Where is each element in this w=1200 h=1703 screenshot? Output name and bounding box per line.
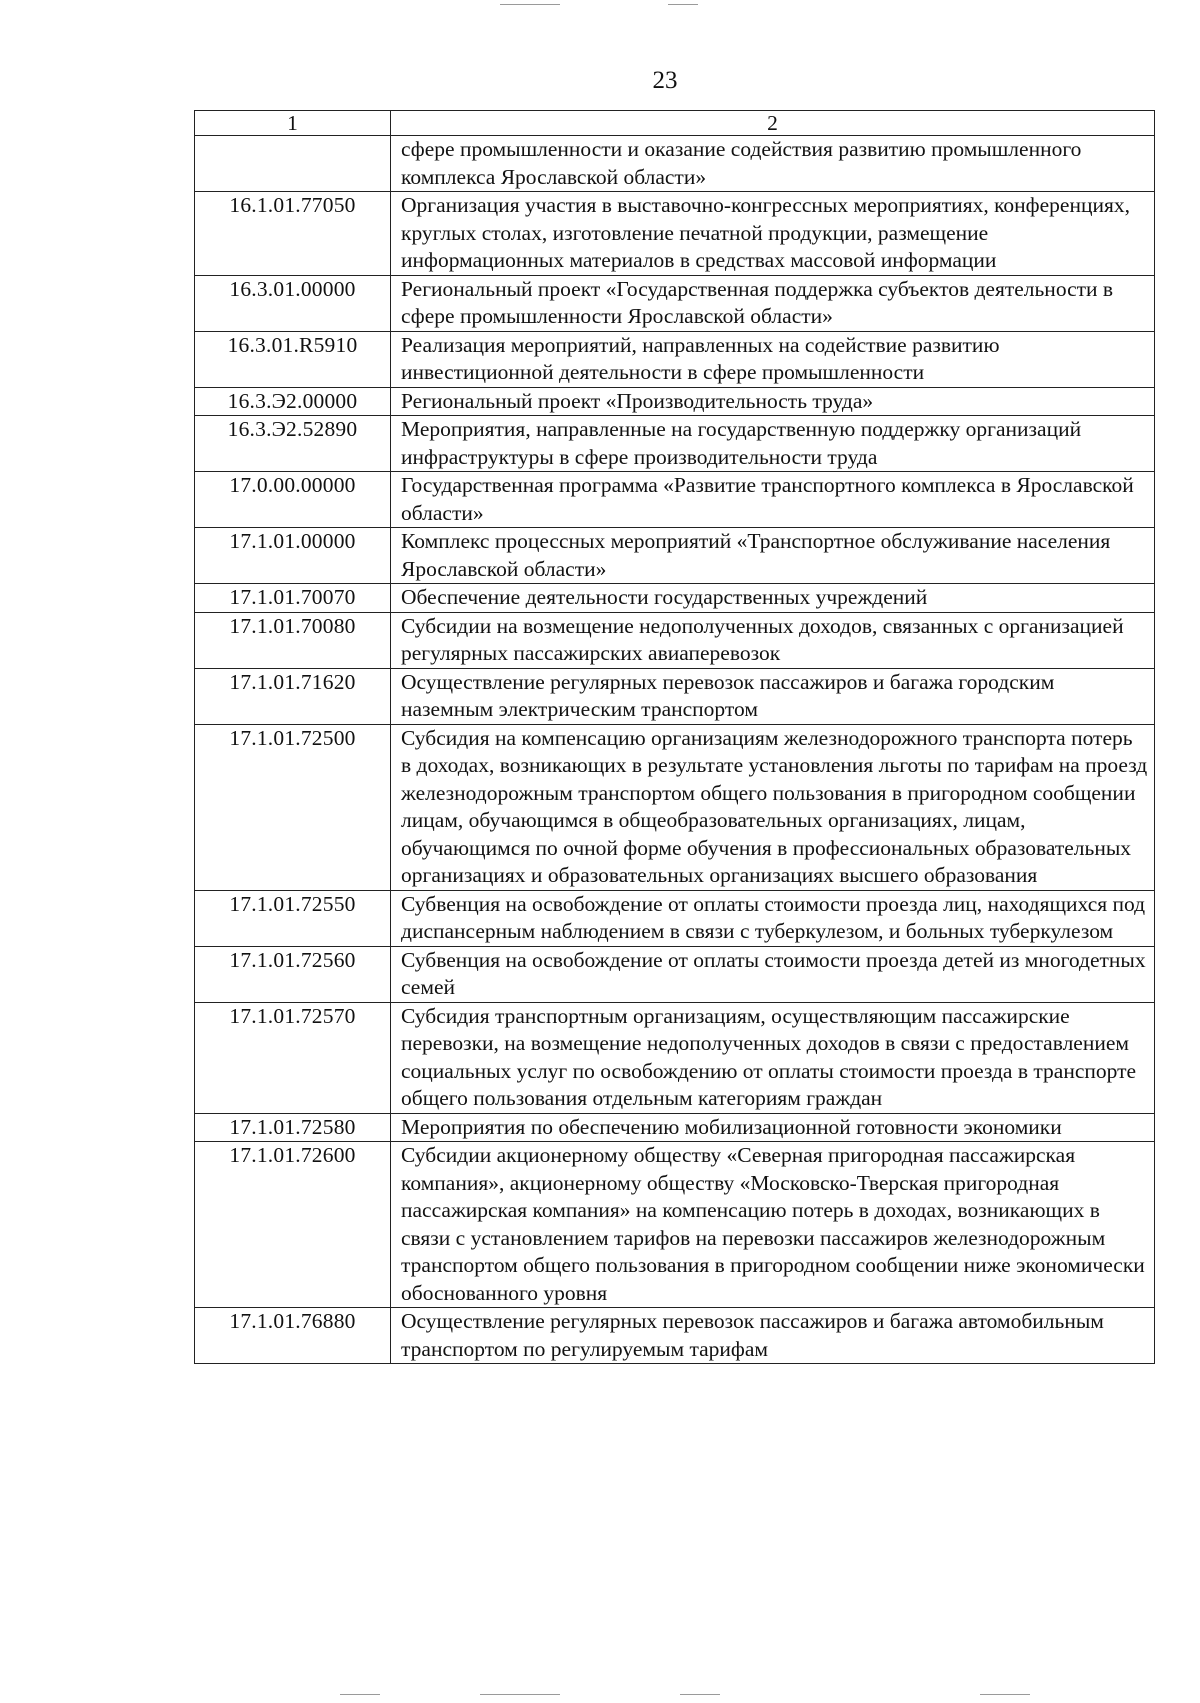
- scan-artifact: [340, 1694, 380, 1695]
- row-description-cell: Региональный проект «Производительность труда»: [391, 387, 1155, 416]
- table-row: [195, 1308, 1155, 1364]
- row-description-cell: Субсидия на компенсацию организациям железнодорожного транспорта потерь в доходах, возникающих в результате установления льготы по тарифам на проезд железнодорожным транспортом общего пользования в пригородном сообщении лицам, обучающимся в общеобразовательных организациях, лицам, обучающимся по очной форме обучения в профессиональных образовательных организациях и образовательных организациях высшего образования: [391, 724, 1155, 890]
- row-description-cell: Комплекс процессных мероприятий «Транспортное обслуживание населения Ярославской области»: [391, 528, 1155, 584]
- row-description-cell: Субвенция на освобождение от оплаты стоимости проезда детей из многодетных семей: [391, 946, 1155, 1002]
- budget-classification-table: [194, 110, 1155, 1364]
- table-row: [195, 136, 1155, 192]
- table-row: [195, 1113, 1155, 1142]
- row-description-cell: Государственная программа «Развитие транспортного комплекса в Ярославской области»: [391, 472, 1155, 528]
- row-description-cell: Мероприятия по обеспечению мобилизационной готовности экономики: [391, 1113, 1155, 1142]
- table-row: [195, 472, 1155, 528]
- row-code-cell: 17.1.01.72560: [195, 946, 391, 1002]
- table-body: [195, 111, 1155, 1364]
- table-row: [195, 612, 1155, 668]
- table-row: [195, 946, 1155, 1002]
- row-description-cell: Осуществление регулярных перевозок пассажиров и багажа автомобильным транспортом по регулируемым тарифам: [391, 1308, 1155, 1364]
- table-row: [195, 528, 1155, 584]
- row-code-cell: 17.1.01.00000: [195, 528, 391, 584]
- scan-artifact: [680, 1694, 720, 1695]
- row-code-cell: 17.1.01.72580: [195, 1113, 391, 1142]
- table-row: [195, 584, 1155, 613]
- row-description-cell: Региональный проект «Государственная поддержка субъектов деятельности в сфере промышленности Ярославской области»: [391, 275, 1155, 331]
- row-description-cell: Осуществление регулярных перевозок пассажиров и багажа городским наземным электрическим транспортом: [391, 668, 1155, 724]
- row-code-cell: 17.1.01.76880: [195, 1308, 391, 1364]
- row-description-cell: Мероприятия, направленные на государственную поддержку организаций инфраструктуры в сфере производительности труда: [391, 416, 1155, 472]
- row-code-cell: 16.3.01.00000: [195, 275, 391, 331]
- row-description-cell: Субсидия транспортным организациям, осуществляющим пассажирские перевозки, на возмещение недополученных доходов в связи с предоставлением социальных услуг по освобождению от оплаты стоимости проезда в транспорте общего пользования отдельным категориям граждан: [391, 1002, 1155, 1113]
- row-description-cell: сфере промышленности и оказание содействия развитию промышленного комплекса Ярославской области»: [391, 136, 1155, 192]
- table-header-row: [195, 111, 1155, 136]
- table-row: [195, 1002, 1155, 1113]
- row-code-cell: 16.3.Э2.00000: [195, 387, 391, 416]
- row-code-cell: 17.1.01.70080: [195, 612, 391, 668]
- table-row: [195, 890, 1155, 946]
- table-row: [195, 668, 1155, 724]
- table-row: [195, 416, 1155, 472]
- row-description-cell: Субсидии акционерному обществу «Северная пригородная пассажирская компания», акционерному обществу «Московско-Тверская пригородная пассажирская компания» на компенсацию потерь в доходах, возникающих в связи с установлением тарифов на перевозки пассажиров железнодорожным транспортом общего пользования в пригородном сообщении ниже экономически обоснованного уровня: [391, 1142, 1155, 1308]
- row-description-cell: Организация участия в выставочно-конгрессных мероприятиях, конференциях, круглых столах, изготовление печатной продукции, размещение информационных материалов в средствах массовой информации: [391, 192, 1155, 276]
- row-code-cell: 17.1.01.72500: [195, 724, 391, 890]
- scan-artifact: [668, 4, 698, 5]
- column-header-1: 1: [195, 111, 391, 136]
- row-code-cell: 17.0.00.00000: [195, 472, 391, 528]
- row-code-cell: 16.3.Э2.52890: [195, 416, 391, 472]
- row-code-cell: 17.1.01.72600: [195, 1142, 391, 1308]
- row-code-cell: 17.1.01.72550: [195, 890, 391, 946]
- table-row: [195, 331, 1155, 387]
- row-code-cell: [195, 136, 391, 192]
- row-description-cell: Субсидии на возмещение недополученных доходов, связанных с организацией регулярных пассажирских авиаперевозок: [391, 612, 1155, 668]
- table-row: [195, 1142, 1155, 1308]
- table-row: [195, 275, 1155, 331]
- row-code-cell: 16.1.01.77050: [195, 192, 391, 276]
- scan-artifact: [480, 1694, 560, 1695]
- scan-artifact: [500, 4, 560, 5]
- row-description-cell: Субвенция на освобождение от оплаты стоимости проезда лиц, находящихся под диспансерным наблюдением в связи с туберкулезом, и больных туберкулезом: [391, 890, 1155, 946]
- row-code-cell: 17.1.01.71620: [195, 668, 391, 724]
- row-code-cell: 17.1.01.70070: [195, 584, 391, 613]
- row-description-cell: Обеспечение деятельности государственных учреждений: [391, 584, 1155, 613]
- row-code-cell: 16.3.01.R5910: [195, 331, 391, 387]
- row-description-cell: Реализация мероприятий, направленных на содействие развитию инвестиционной деятельности в сфере промышленности: [391, 331, 1155, 387]
- row-code-cell: 17.1.01.72570: [195, 1002, 391, 1113]
- table-row: [195, 387, 1155, 416]
- page-number: 23: [652, 67, 678, 94]
- table-row: [195, 724, 1155, 890]
- table-row: [195, 192, 1155, 276]
- scan-artifact: [980, 1694, 1030, 1695]
- column-header-2: 2: [391, 111, 1155, 136]
